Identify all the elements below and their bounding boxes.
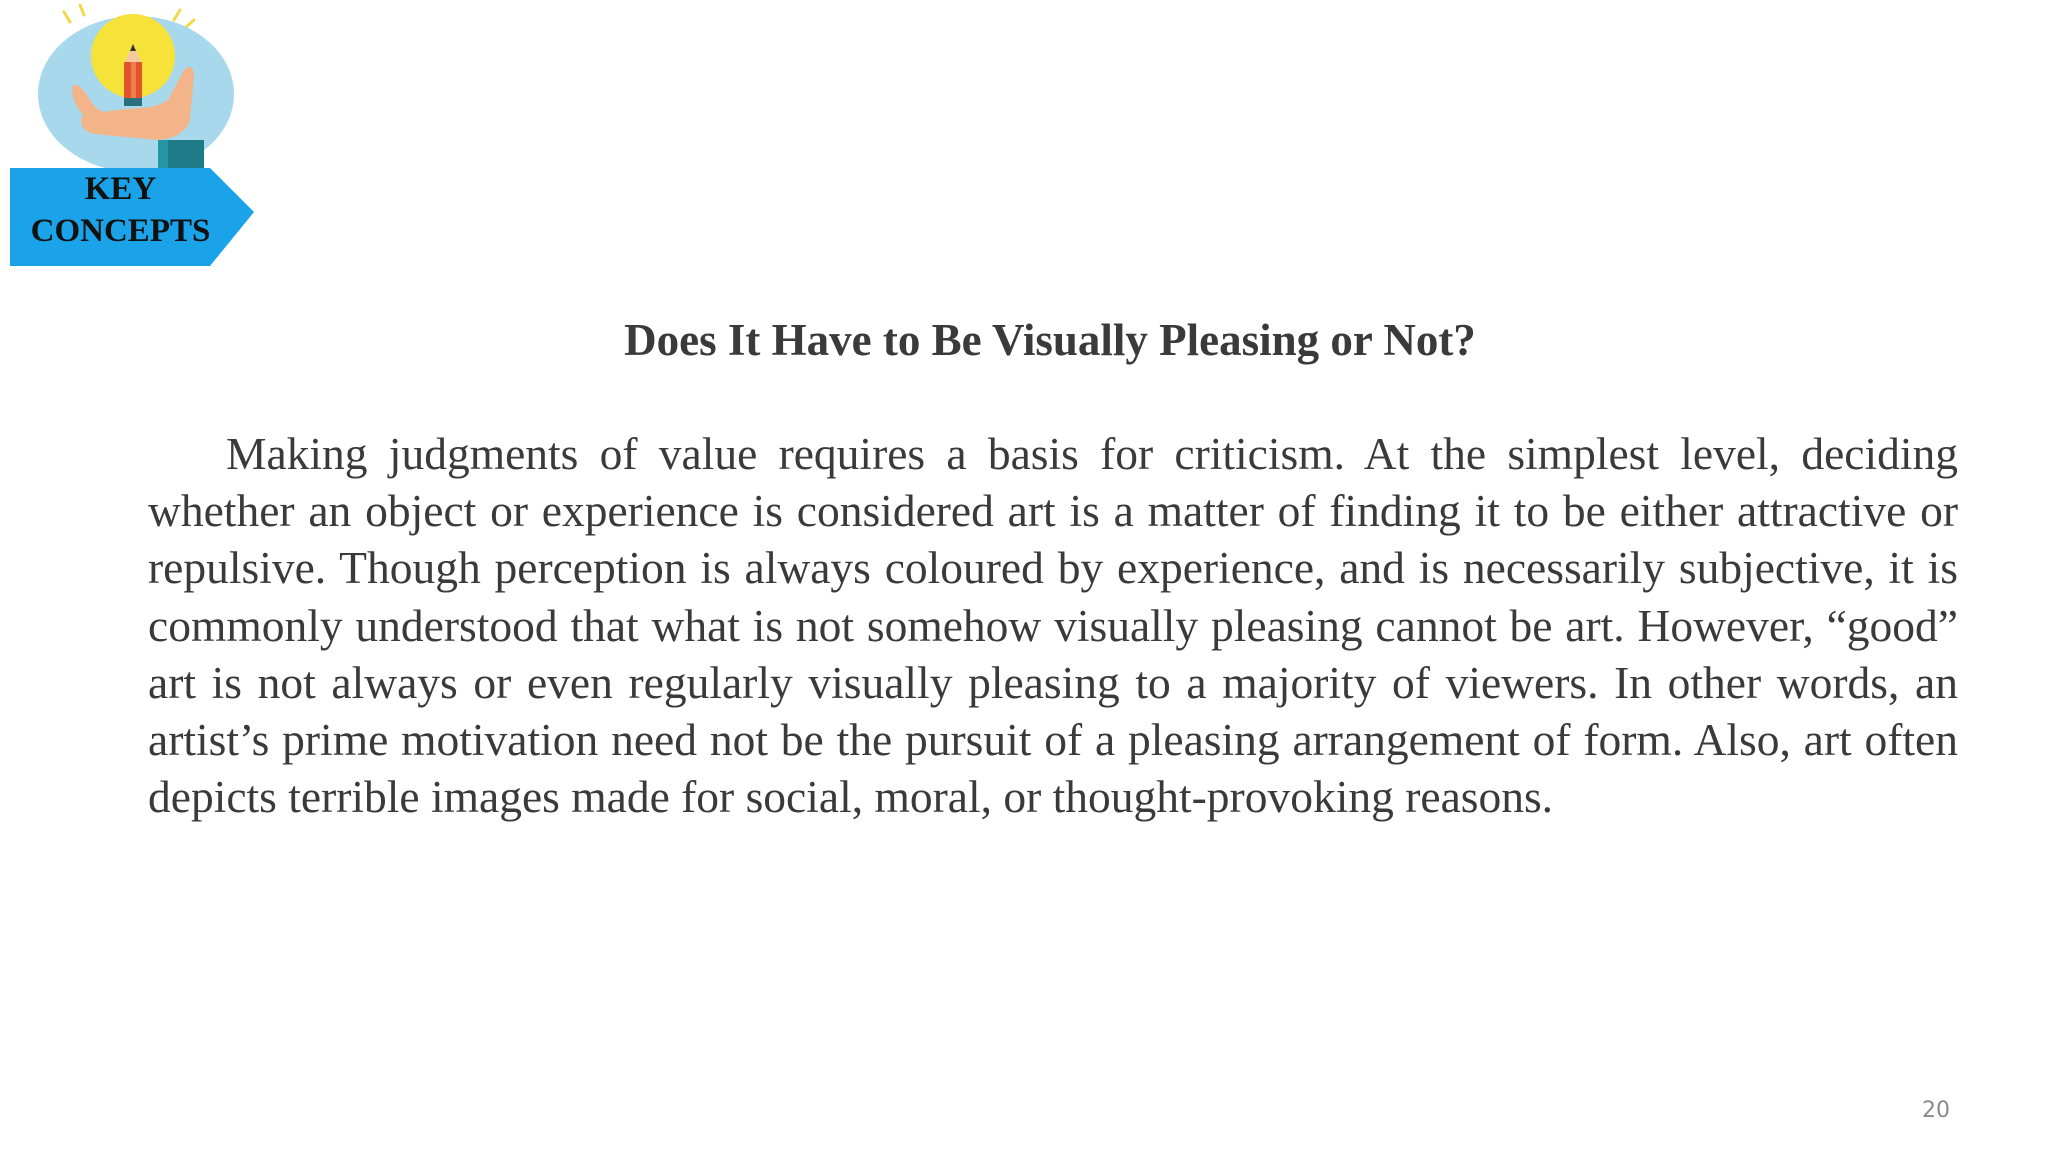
body-paragraph: Making judgments of value requires a basis for criticism. At the simplest level, deciding whether an object or experience is considered art is a matter of finding it to be either attractive or repulsive. Though perception is always coloured by experience, and is necessarily subjective, it is commonly understood that what is not somehow visually pleasing cannot be art. However, “good” art is not always or even regularly visually pleasing to a majority of viewers. In other words, an artist’s prime motivation need not be the pursuit of a pleasing arrangement of form. Also, art often depicts terrible images made for social, moral, or thought-provoking reasons. [148, 428, 1958, 823]
logo-line-1: KEY [84, 171, 157, 207]
logo-line-2: CONCEPTS [30, 213, 211, 249]
page-number: 20 [1922, 1098, 1950, 1123]
key-concepts-logo [8, 0, 258, 270]
key-concepts-label [18, 168, 223, 252]
slide-title: Does It Have to Be Visually Pleasing or Not? [624, 315, 1476, 365]
